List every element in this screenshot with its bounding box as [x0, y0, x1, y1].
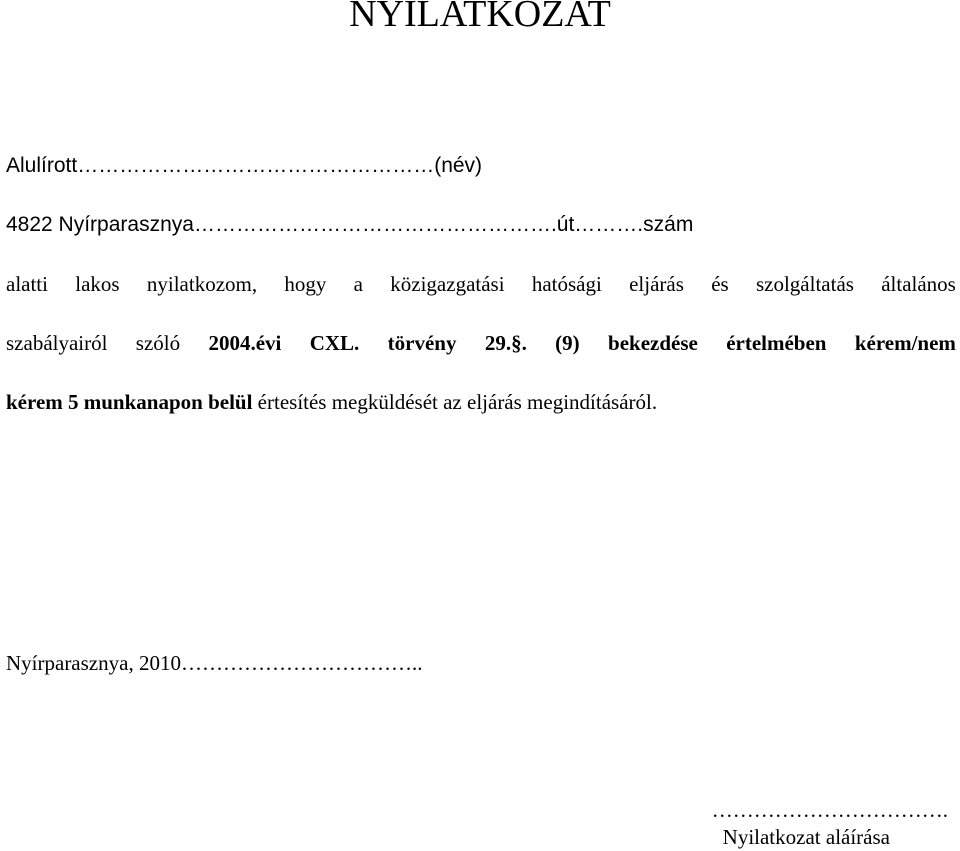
- paragraph-line-3: [6, 389, 657, 415]
- address-prefix: 4822 Nyírparasznya: [6, 213, 194, 236]
- name-dots: ……………………………………………: [77, 154, 435, 177]
- address-dots-1: …………………………………………….: [193, 213, 557, 236]
- word: és: [711, 272, 729, 296]
- word: szolgáltatás: [755, 272, 854, 296]
- signature-dots: …………………………….: [711, 798, 948, 822]
- date-line: Nyírparasznya, 2010……………………………..: [6, 651, 423, 675]
- word: közigazgatási: [390, 272, 505, 296]
- paragraph-line-2: [6, 330, 956, 356]
- word: lakos: [75, 272, 120, 296]
- word: hogy: [284, 272, 327, 296]
- word: nyilatkozom,: [146, 272, 258, 296]
- request-text: értesítés megküldését az eljárás megindításáról.: [252, 390, 658, 414]
- word-bold: értelmében: [726, 331, 827, 355]
- signature-label: Nyilatkozat aláírása: [722, 825, 890, 849]
- word-bold: bekezdése: [608, 331, 698, 355]
- word-bold: 29.§.: [484, 331, 527, 355]
- word: hatósági: [531, 272, 602, 296]
- address-street-label: út: [556, 213, 575, 236]
- address-dots-2: ……….: [574, 213, 644, 236]
- word: általános: [881, 272, 956, 296]
- word-bold: törvény: [387, 331, 457, 355]
- word-bold: (9): [555, 331, 580, 355]
- paragraph-line-1: [6, 271, 956, 297]
- word: alatti: [6, 272, 48, 296]
- address-line: [6, 212, 693, 238]
- page-title: NYILATKOZAT: [349, 0, 611, 35]
- bold-request-text: kérem 5 munkanapon belül: [6, 390, 253, 414]
- word: eljárás: [629, 272, 684, 296]
- word-bold: CXL.: [309, 331, 360, 355]
- word-bold: kérem/nem: [854, 331, 956, 355]
- name-prefix: Alulírott: [6, 154, 78, 177]
- name-line: [6, 153, 482, 179]
- word: szabályairól: [6, 331, 108, 355]
- word-bold: 2004.évi: [208, 331, 282, 355]
- address-suffix: szám: [643, 213, 694, 236]
- name-suffix: (név): [434, 154, 483, 177]
- word: a: [353, 272, 363, 296]
- word: szóló: [135, 331, 181, 355]
